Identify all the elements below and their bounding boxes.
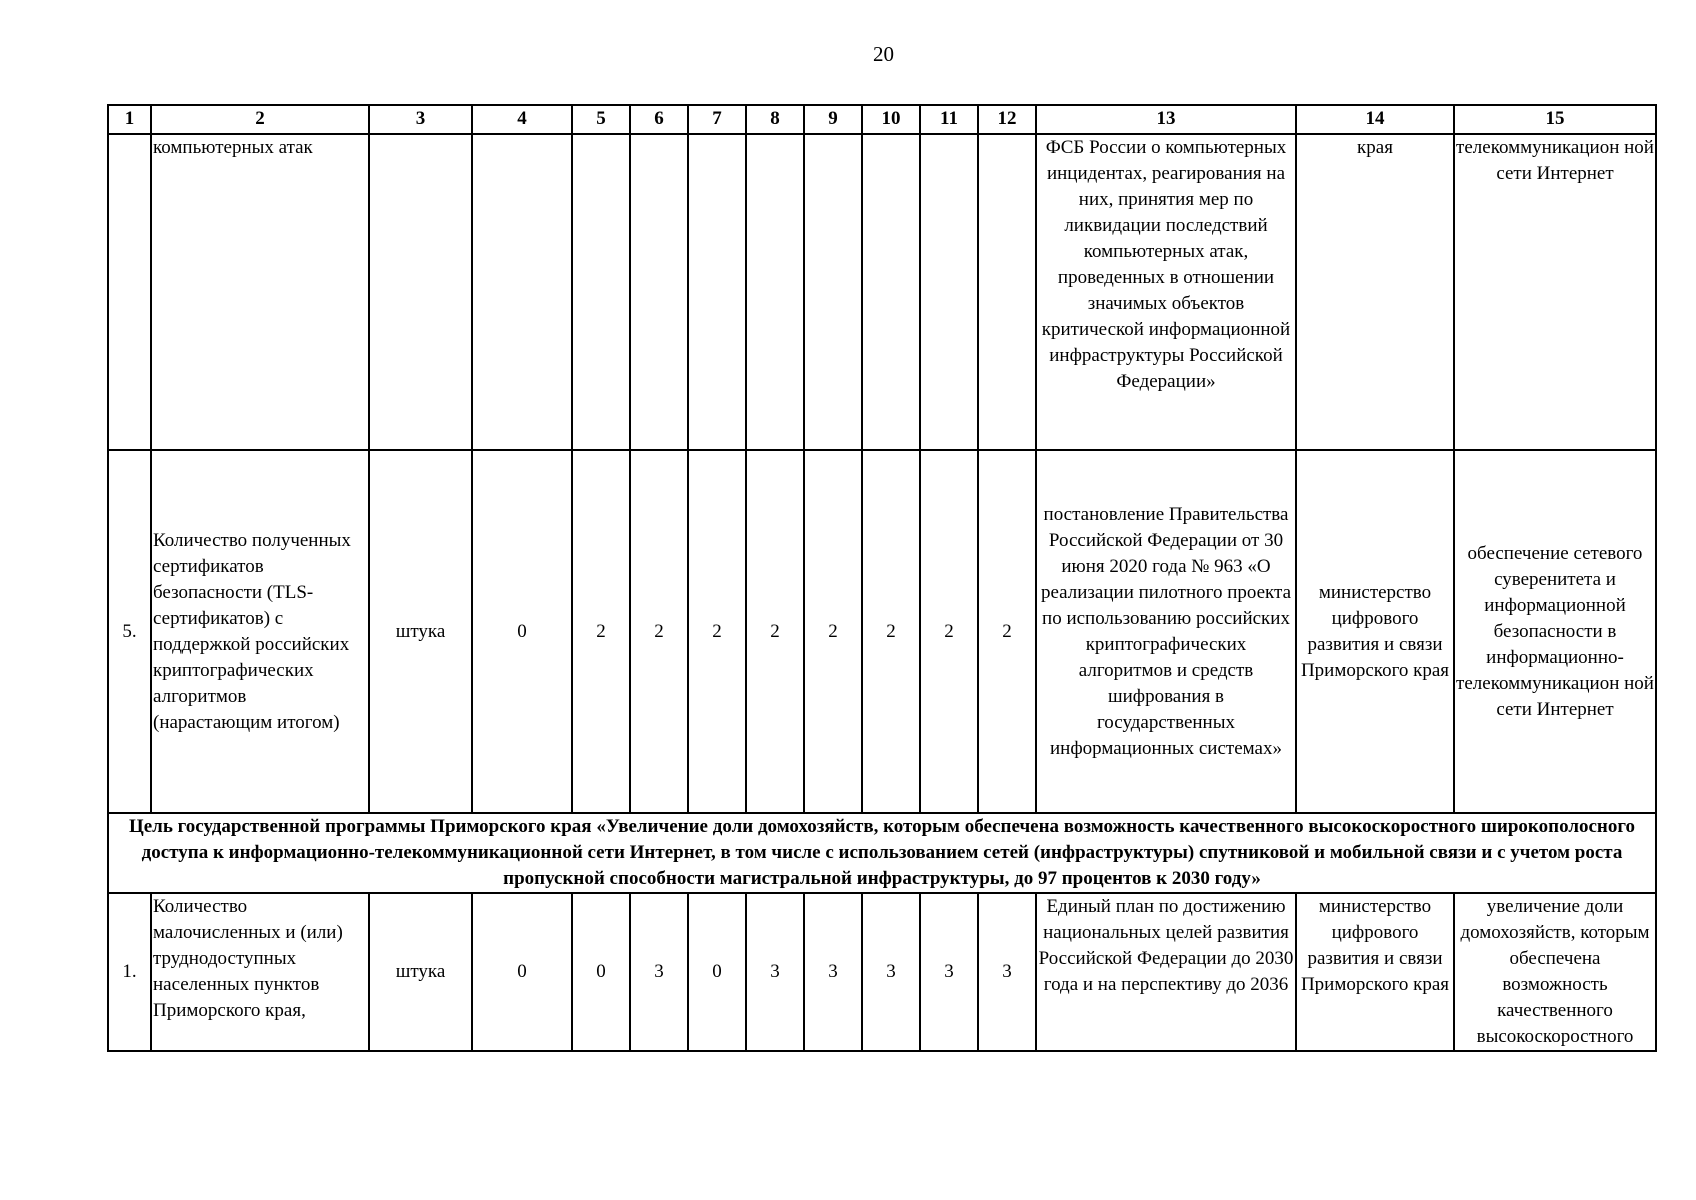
responsible-cell: министерство цифрового развития и связи Приморского края [1296,450,1454,813]
header-cell: 1 [108,105,151,134]
basis-document-cell: Единый план по достижению национальных целей развития Российской Федерации до 2030 года и на перспективу до 2036 [1036,893,1296,1051]
value-cell [472,134,572,450]
value-cell [746,134,804,450]
page-number: 20 [873,42,894,66]
value-cell [572,134,630,450]
value-cell: 0 [688,893,746,1051]
link-cell: увеличение доли домохозяйств, которым обеспечена возможность качественного высокоскоростного [1454,893,1656,1051]
header-cell: 2 [151,105,369,134]
value-cell [804,134,862,450]
value-cell: 2 [920,450,978,813]
indicator-name-cell: Количество малочисленных и (или) труднодоступных населенных пунктов Приморского края, [151,893,369,1051]
value-cell: 2 [688,450,746,813]
row-number-cell: 5. [108,450,151,813]
value-cell [862,134,920,450]
header-cell: 10 [862,105,920,134]
value-cell: 2 [862,450,920,813]
table-row-5 [108,450,1656,813]
value-cell: 0 [472,450,572,813]
indicator-name-cell: компьютерных атак [151,134,369,450]
row-number-cell [108,134,151,450]
value-cell: 2 [978,450,1036,813]
row-number-cell: 1. [108,893,151,1051]
value-cell: 3 [630,893,688,1051]
value-cell: 0 [572,893,630,1051]
value-cell: 2 [746,450,804,813]
value-cell: 2 [630,450,688,813]
indicator-name-cell: Количество полученных сертификатов безопасности (TLS-сертификатов) с поддержкой российских криптографических алгоритмов (нарастающим итогом) [151,450,369,813]
value-cell: 2 [804,450,862,813]
header-cell: 9 [804,105,862,134]
value-cell: 0 [472,893,572,1051]
value-cell [630,134,688,450]
value-cell [978,134,1036,450]
table-header-row [108,105,1656,134]
basis-document-cell: постановление Правительства Российской Федерации от 30 июня 2020 года № 963 «О реализации пилотного проекта по использованию российских криптографических алгоритмов и средств шифрования в государственных информационных системах» [1036,450,1296,813]
value-cell [688,134,746,450]
unit-cell: штука [369,893,472,1051]
header-cell: 4 [472,105,572,134]
value-cell [920,134,978,450]
indicators-table [107,104,1657,1052]
link-cell: телекоммуникацион ной сети Интернет [1454,134,1656,450]
header-cell: 7 [688,105,746,134]
value-cell: 3 [920,893,978,1051]
basis-document-cell: ФСБ России о компьютерных инцидентах, реагирования на них, принятия мер по ликвидации последствий компьютерных атак, проведенных в отношении значимых объектов критической информационной инфраструктуры Российской Федерации» [1036,134,1296,450]
value-cell: 3 [746,893,804,1051]
link-cell: обеспечение сетевого суверенитета и информационной безопасности в информационно-телекоммуникацион ной сети Интернет [1454,450,1656,813]
value-cell: 3 [862,893,920,1051]
header-cell: 5 [572,105,630,134]
goal-heading: Цель государственной программы Приморского края «Увеличение доли домохозяйств, которым обеспечена возможность качественного высокоскоростного широкополосного доступа к информационно-телекоммуникационной сети Интернет, в том числе с использованием сетей (инфраструктуры) спутниковой и мобильной связи и с учетом роста пропускной способности магистральной инфраструктуры, до 97 процентов к 2030 году» [108,813,1656,893]
unit-cell: штука [369,450,472,813]
header-cell: 12 [978,105,1036,134]
header-cell: 11 [920,105,978,134]
header-cell: 3 [369,105,472,134]
responsible-cell: края [1296,134,1454,450]
value-cell: 2 [572,450,630,813]
responsible-cell: министерство цифрового развития и связи Приморского края [1296,893,1454,1051]
header-cell: 15 [1454,105,1656,134]
header-cell: 6 [630,105,688,134]
value-cell: 3 [978,893,1036,1051]
header-cell: 13 [1036,105,1296,134]
header-cell: 14 [1296,105,1454,134]
header-cell: 8 [746,105,804,134]
value-cell: 3 [804,893,862,1051]
unit-cell [369,134,472,450]
table-row-1 [108,893,1656,1051]
goal-row [108,813,1656,893]
table-row-continuation [108,134,1656,450]
